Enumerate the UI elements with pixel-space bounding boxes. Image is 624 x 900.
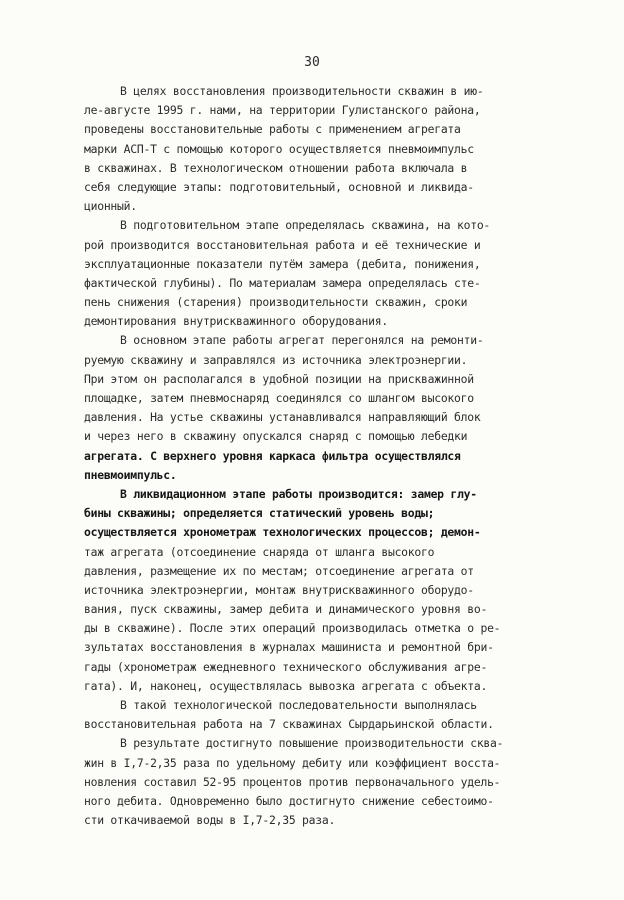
text-line: При этом он располагался в удобной позиции на прискважинной <box>84 371 474 386</box>
text-line: пневмоимпульс. <box>84 467 177 482</box>
document-body <box>84 82 566 830</box>
page-number: 30 <box>304 55 320 70</box>
text-line: в скважинах. В технологическом отношении работа включала в <box>84 160 468 175</box>
text-line: пень снижения (старения) производительности скважин, сроки <box>84 295 468 310</box>
text-line: демонтирования внутрискважинного оборудования. <box>84 314 388 329</box>
text-line: давления. На устье скважины устанавливался направляющий блок <box>84 410 481 425</box>
text-line: фактической глубины). По материалам замера определялась сте- <box>84 275 481 290</box>
text-line: В подготовительном этапе определялась скважина, на кото- <box>120 218 491 233</box>
text-line: проведены восстановительные работы с применением агрегата <box>84 122 461 137</box>
text-line: вания, пуск скважины, замер дебита и динамического уровня во- <box>84 602 488 617</box>
text-line: осуществляется хронометраж технологических процессов; демон- <box>84 525 481 540</box>
paragraph-sequence <box>84 696 566 734</box>
text-line: ды в скважине). После этих операций производилась отметка о ре- <box>84 621 501 636</box>
text-line: зультатах восстановления в журналах машиниста и ремонтной бри- <box>84 640 494 655</box>
text-line: восстановительная работа на 7 скважинах Сырдарьинской области. <box>84 717 494 732</box>
paragraph-results <box>84 734 566 830</box>
text-line: новления составил 52-95 процентов против первоначального удель- <box>84 774 501 789</box>
text-line: себя следующие этапы: подготовительный, основной и ликвида- <box>84 179 474 194</box>
text-line: эксплуатационные показатели путём замера (дебита, понижения, <box>84 256 481 271</box>
text-line: таж агрегата (отсоединение снаряда от шланга высокого <box>84 544 435 559</box>
paragraph-intro <box>84 82 566 216</box>
paragraph-liquidation-stage <box>84 485 566 696</box>
text-line: марки АСП-Т с помощью которого осуществляется пневмоимпульс <box>84 141 474 156</box>
text-line: и через него в скважину опускался снаряд с помощью лебедки <box>84 429 468 444</box>
text-line: сти откачиваемой воды в I,7-2,35 раза. <box>84 813 336 828</box>
text-line: руемую скважину и заправлялся из источника электроэнергии. <box>84 352 468 367</box>
text-line: ционный. <box>84 199 137 214</box>
text-line: ного дебита. Одновременно было достигнуто снижение себестоимо- <box>84 793 494 808</box>
text-line: бины скважины; определяется статический уровень воды; <box>84 506 435 521</box>
text-line: жин в I,7-2,35 раза по удельному дебиту или коэффициент восста- <box>84 755 501 770</box>
text-line: площадке, затем пневмоснаряд соединялся со шлангом высокого <box>84 391 474 405</box>
text-line: ле-августе 1995 г. нами, на территории Гулистанского района, <box>84 103 481 118</box>
text-line: В результате достигнуто повышение производительности сква- <box>120 736 504 751</box>
text-line: гата). И, наконец, осуществлялась вывозка агрегата с объекта. <box>84 678 488 693</box>
paragraph-main-stage <box>84 331 566 485</box>
text-line: рой производится восстановительная работа и её технические и <box>84 237 481 252</box>
paragraph-preparatory-stage <box>84 216 566 331</box>
text-line: давления, размещение их по местам; отсоединение агрегата от <box>84 563 474 578</box>
text-line: В ликвидационном этапе работы производится: замер глу- <box>120 486 477 501</box>
text-line: источника электроэнергии, монтаж внутрискважинного оборудо- <box>84 582 474 597</box>
text-line: агрегата. С верхнего уровня каркаса фильтра осуществлялся <box>84 448 461 463</box>
text-line: гады (хронометраж ежедневного технического обслуживания агре- <box>84 659 488 674</box>
text-line: В основном этапе работы агрегат перегонялся на ремонти- <box>120 333 484 348</box>
text-line: В такой технологической последовательности выполнялась <box>120 698 477 712</box>
text-line: В целях восстановления производительности скважин в ию- <box>120 84 484 98</box>
